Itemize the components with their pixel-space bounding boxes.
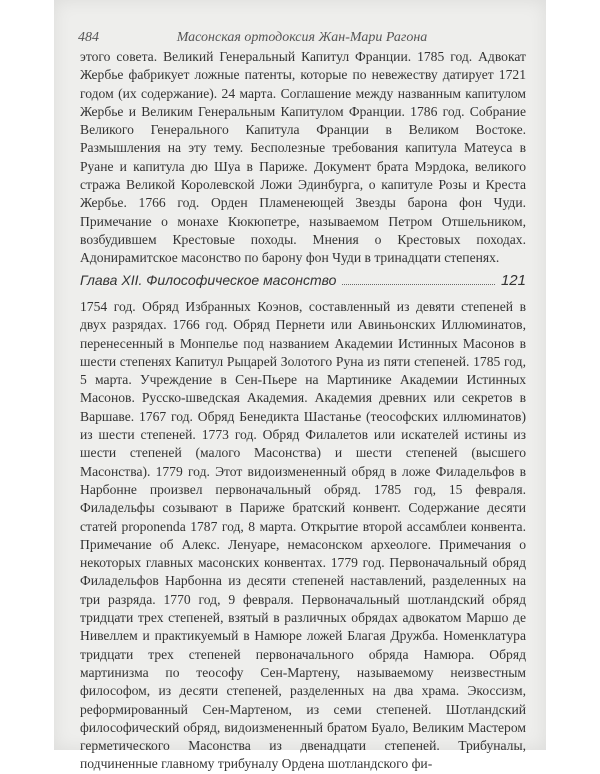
chapter-heading [80,271,526,293]
contents-paragraph-2 [80,298,526,774]
contents-paragraph-1 [80,48,526,268]
paragraph-text: этого совета. Великий Генеральный Капитул Франции. 1785 год. Адвокат Жербье фабрикует ложные патенты, которые по невежеству датирует 1721 годом (их содержание). 24 марта. Соглашение между названным капитулом Жербье и Великим Генеральным Капитулом Франции. 1786 год. Собрание Великого Генерального Капитула Франции в Великом Востоке. Размышления на эту тему. Бесполезные требования капитула Матеуса в Руане и капитула дю Шуа в Париже. Документ брата Мэрдока, великого стража Великой Королевской Ложи Эдинбурга, о капитуле Розы и Креста Жербье. 1766 год. Орден Пламенеющей Звезды барона фон Чуди. Примечание о монахе Кюкюпетре, называемом Петром Отшельником, возбудившем Крестовые походы. Мнения о Крестовых походах. Адонирамитское масонство по барону фон Чуди в тринадцати степенях. [80,49,526,266]
paragraph-text: 1754 год. Обряд Избранных Коэнов, составленный из девяти степеней в двух разрядах. 1766 год. Обряд Пернети или Авиньонских Иллюминатов, перенесенный в Монпелье под названием Академии Истинных Масонов в шести степенях Капитул Рыцарей Золотого Руна из пяти степеней. 1785 год, 5 марта. Учреждение в Сен-Пьере на Мартинике Академии Истинных Масонов. Русско-шведская Академия. Академия древних или секретов в Варшаве. 1767 год. Обряд Бенедикта Шастанье (теософских иллюминатов) из шести степеней. 1773 год. Обряд Филалетов или искателей истины из шести степеней (малого Масонства) и шести степеней (высшего Масонства). 1779 год. Этот видоизмененный обряд в ложе Филадельфов в Нарбонне произвел первоначальный обряд. 1785 год, 15 февраля. Филадельфы созывают в Париже братский конвент. Содержание десяти статей proponenda 1787 год, 8 марта. Открытие второй ассамблеи конвента. Примечание об Алекс. Ленуаре, немасонском археологе. Примечания о некоторых главных масонских конвентах. 1779 год. Первоначальный обряд Филадельфов Нарбонна из десяти степеней наставлений, разделенных на три разряда. 1770 год, 9 февраля. Первоначальный шотландский обряд тридцати трех степеней, взятый в различных обрядах адвокатом Маршо де Нивеллем и практикуемый в Намюре ложей Благая Дружба. Номенклатура тридцати трех степеней первоначального обряда Намюра. Обряд мартинизма по теософу Сен-Мартену, называемому неизвестным философом, из десяти степеней, разделенных на два храма. Экоссизм, реформированный Сен-Мартеном, из семи степеней. Шотландский философический обряд, видоизмененный братом Буало, Великим Мастером герметического Масонства из двенадцати степеней. Трибуналы, подчиненные главному трибуналу Ордена шотландского фи- [80,299,526,772]
page-number: 484 [78,30,99,45]
chapter-title: Глава XII. Философическое масонство [80,271,337,288]
chapter-page-number: 121 [500,271,526,289]
running-title: Масонская ортодоксия Жан-Мари Рагона [176,30,428,45]
leader-dots [342,271,495,285]
